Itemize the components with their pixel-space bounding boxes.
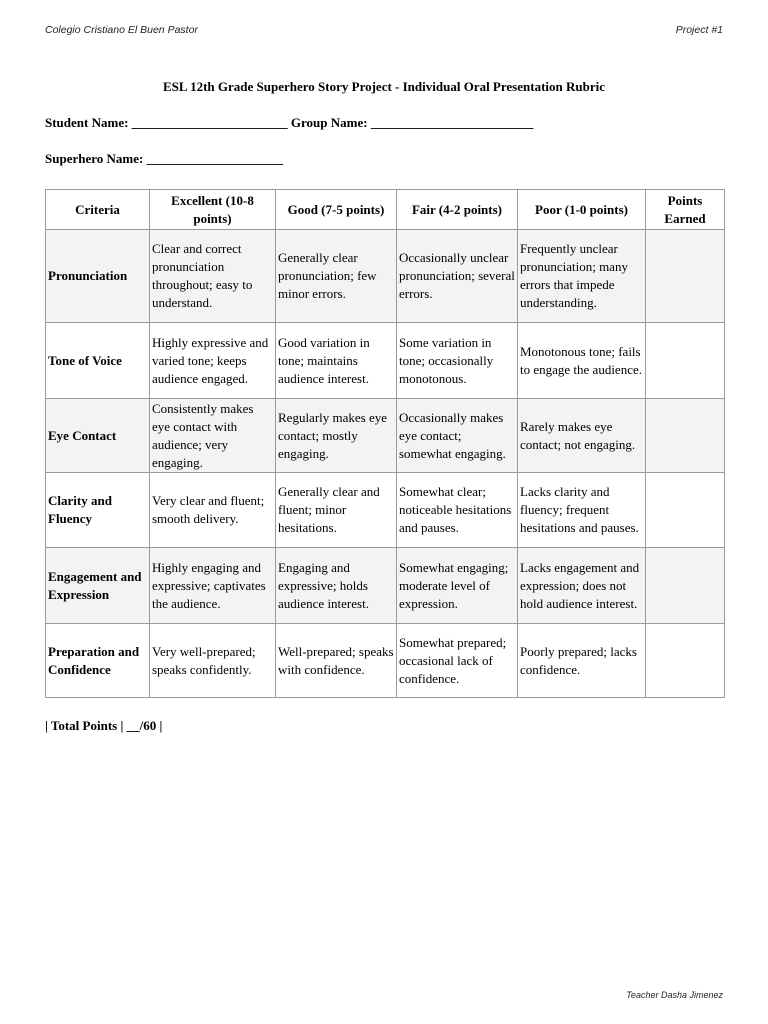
fair-cell: Somewhat clear; noticeable hesitations and pauses.: [397, 473, 518, 548]
school-name: Colegio Cristiano El Buen Pastor: [45, 24, 198, 36]
good-cell: Well-prepared; speaks with confidence.: [276, 624, 397, 698]
rubric-header-row: [46, 190, 725, 230]
excellent-cell: Very well-prepared; speaks confidently.: [150, 624, 276, 698]
header-poor: Poor (1-0 points): [518, 190, 646, 230]
points-earned-cell[interactable]: [646, 230, 725, 323]
criteria-cell: Preparation and Confidence: [46, 624, 150, 698]
criteria-cell: Pronunciation: [46, 230, 150, 323]
header-good: Good (7-5 points): [276, 190, 397, 230]
good-cell: Regularly makes eye contact; mostly engaging.: [276, 399, 397, 473]
good-cell: Generally clear pronunciation; few minor errors.: [276, 230, 397, 323]
criteria-cell: Eye Contact: [46, 399, 150, 473]
header-points-earned: Points Earned: [646, 190, 725, 230]
poor-cell: Lacks engagement and expression; does not hold audience interest.: [518, 548, 646, 624]
poor-cell: Lacks clarity and fluency; frequent hesitations and pauses.: [518, 473, 646, 548]
excellent-cell: Highly engaging and expressive; captivates the audience.: [150, 548, 276, 624]
page-title: ESL 12th Grade Superhero Story Project - Individual Oral Presentation Rubric: [162, 79, 605, 94]
rubric-row-pronunciation: [46, 230, 725, 323]
total-points: | Total Points | __/60 |: [45, 718, 163, 733]
header-criteria: Criteria: [46, 190, 150, 230]
project-number: Project #1: [675, 24, 723, 36]
excellent-cell: Very clear and fluent; smooth delivery.: [150, 473, 276, 548]
points-earned-cell[interactable]: [646, 473, 725, 548]
rubric-table: [45, 189, 725, 698]
excellent-cell: Consistently makes eye contact with audience; very engaging.: [150, 399, 276, 473]
fair-cell: Occasionally unclear pronunciation; several errors.: [397, 230, 518, 323]
fair-cell: Somewhat prepared; occasional lack of confidence.: [397, 624, 518, 698]
poor-cell: Frequently unclear pronunciation; many errors that impede understanding.: [518, 230, 646, 323]
rubric-row-eye-contact: [46, 399, 725, 473]
poor-cell: Rarely makes eye contact; not engaging.: [518, 399, 646, 473]
excellent-cell: Highly expressive and varied tone; keeps audience engaged.: [150, 323, 276, 399]
criteria-cell: Engagement and Expression: [46, 548, 150, 624]
poor-cell: Poorly prepared; lacks confidence.: [518, 624, 646, 698]
fair-cell: Some variation in tone; occasionally monotonous.: [397, 323, 518, 399]
points-earned-cell[interactable]: [646, 624, 725, 698]
rubric-row-engagement-expression: [46, 548, 725, 624]
fair-cell: Somewhat engaging; moderate level of expression.: [397, 548, 518, 624]
teacher-name: Teacher Dasha Jimenez: [626, 990, 723, 1000]
header-excellent: Excellent (10-8 points): [150, 190, 276, 230]
fair-cell: Occasionally makes eye contact; somewhat engaging.: [397, 399, 518, 473]
rubric-row-clarity-fluency: [46, 473, 725, 548]
rubric-row-tone-of-voice: [46, 323, 725, 399]
points-earned-cell[interactable]: [646, 323, 725, 399]
good-cell: Good variation in tone; maintains audience interest.: [276, 323, 397, 399]
excellent-cell: Clear and correct pronunciation throughout; easy to understand.: [150, 230, 276, 323]
points-earned-cell[interactable]: [646, 548, 725, 624]
header-fair: Fair (4-2 points): [397, 190, 518, 230]
criteria-cell: Tone of Voice: [46, 323, 150, 399]
good-cell: Generally clear and fluent; minor hesitations.: [276, 473, 397, 548]
superhero-name-line: Superhero Name: _____________________: [45, 151, 284, 166]
poor-cell: Monotonous tone; fails to engage the audience.: [518, 323, 646, 399]
points-earned-cell[interactable]: [646, 399, 725, 473]
student-group-name-line: Student Name: ________________________ Group Name: _________________________: [45, 115, 534, 130]
rubric-row-preparation-confidence: [46, 624, 725, 698]
criteria-cell: Clarity and Fluency: [46, 473, 150, 548]
good-cell: Engaging and expressive; holds audience interest.: [276, 548, 397, 624]
